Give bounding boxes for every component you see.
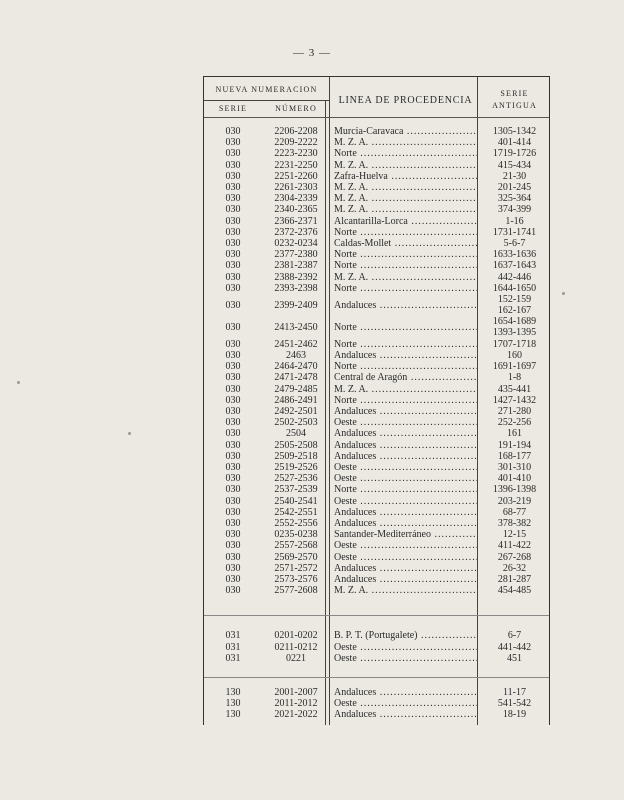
serie-antigua-cell: 6-7: [507, 630, 522, 641]
serie-antigua-cell: 1637-1643: [492, 260, 537, 272]
serie-antigua-cell: 1691-1697: [492, 361, 537, 373]
header-nueva-numeracion: NUEVA NUMERACION: [215, 85, 318, 94]
table-row: [204, 440, 549, 451]
linea-cell: Norte .....: [334, 484, 477, 495]
serie-antigua-cell: 21-30: [502, 170, 527, 182]
serie-antigua-cell: 252-256: [497, 417, 532, 429]
table-row: [204, 574, 549, 585]
linea-cell: Andaluces .....: [334, 518, 477, 529]
numero-cell: 2388-2392: [274, 271, 318, 283]
table-row: [204, 630, 549, 641]
serie-antigua-cell: 68-77: [502, 506, 527, 518]
table-row: [204, 204, 549, 215]
table-row: [204, 171, 549, 182]
numero-cell: 2569-2570: [274, 551, 318, 563]
numero-cell: 2573-2576: [274, 574, 318, 585]
paper-speck: [562, 292, 565, 295]
numero-cell: 2366-2371: [274, 215, 318, 227]
numero-cell: 2463: [286, 350, 306, 361]
table-row: [204, 709, 549, 720]
numero-cell: 2502-2503: [274, 417, 318, 429]
numero-cell: 2340-2365: [274, 204, 318, 216]
linea-cell: Oeste .....: [334, 496, 477, 507]
serie-cell: 031: [225, 653, 241, 664]
table-row: [204, 350, 549, 361]
table-row: [204, 182, 549, 193]
paper-speck: [128, 432, 131, 435]
numero-cell: 2540-2541: [274, 495, 318, 507]
numero-cell: 2571-2572: [274, 562, 318, 574]
serie-cell: 030: [225, 260, 241, 272]
linea-cell: Oeste .....: [334, 417, 477, 428]
serie-antigua-cell: 378-382: [497, 518, 532, 529]
table-row: [204, 238, 549, 249]
table-row: [204, 372, 549, 383]
serie-cell: 030: [225, 450, 241, 462]
linea-cell: Oeste .....: [334, 473, 477, 484]
table-row: [204, 193, 549, 204]
serie-cell: 030: [225, 271, 241, 283]
serie-antigua-cell: 1427-1432: [492, 394, 537, 406]
serie-cell: 030: [225, 439, 241, 451]
linea-cell: Oeste .....: [334, 552, 477, 563]
serie-antigua-cell: 411-422: [498, 540, 531, 552]
paper-speck: [17, 381, 20, 384]
serie-cell: 130: [225, 687, 241, 698]
numero-cell: 2372-2376: [274, 226, 318, 238]
numero-cell: 2505-2508: [274, 439, 318, 451]
table-row: [204, 395, 549, 406]
serie-cell: 030: [225, 350, 241, 361]
serie-cell: 030: [225, 495, 241, 507]
serie-antigua-cell: 401-410: [497, 473, 532, 485]
serie-antigua-cell: 168-177: [497, 450, 532, 462]
serie-cell: 030: [225, 238, 241, 249]
serie-cell: 030: [225, 473, 241, 485]
serie-antigua-cell-2: 162-167: [497, 305, 532, 316]
numero-cell: 0211-0212: [274, 641, 318, 653]
linea-cell: Andaluces .....: [334, 507, 477, 518]
numero-cell: 2509-2518: [274, 450, 318, 462]
table-row: [204, 249, 549, 260]
serie-cell: 030: [225, 159, 241, 171]
serie-cell: 030: [225, 282, 241, 294]
linea-cell: B. P. T. (Portugalete) .....: [334, 630, 477, 641]
numero-cell: 2504: [286, 428, 306, 440]
table-row: [204, 260, 549, 271]
table-row: [204, 316, 549, 339]
page-number: — 3 —: [293, 47, 331, 59]
table-row: [204, 272, 549, 283]
linea-cell: Oeste .....: [334, 698, 477, 709]
header-bottom-rule: [204, 117, 549, 118]
linea-cell: Andaluces .....: [334, 687, 477, 698]
numero-cell: 2471-2478: [274, 372, 318, 384]
table-row: [204, 361, 549, 372]
numero-cell: 0221: [286, 653, 306, 664]
group-separator-031: [204, 615, 549, 616]
header-numero: NÚMERO: [275, 104, 317, 113]
table-row: [204, 496, 549, 507]
table-row: [204, 585, 549, 596]
serie-antigua-cell: 1654-1689: [492, 316, 537, 328]
serie-antigua-cell: 1644-1650: [492, 282, 537, 294]
table-row: [204, 552, 549, 563]
linea-cell: Andaluces .....: [334, 440, 477, 451]
header-serie-antigua-1: SERIE: [500, 89, 529, 98]
serie-antigua-cell: 451: [507, 653, 522, 664]
numero-cell: 2223-2230: [274, 148, 318, 160]
linea-cell: Santander-Mediterráneo .....: [334, 529, 477, 540]
numero-cell: 2479-2485: [274, 383, 318, 395]
serie-antigua-cell: 152-159: [497, 294, 532, 305]
linea-cell: Oeste .....: [334, 653, 477, 664]
serie-cell: 030: [225, 372, 241, 384]
serie-antigua-cell: 325-364: [497, 193, 532, 205]
numero-cell: 2021-2022: [274, 709, 318, 720]
serie-cell: 030: [225, 182, 241, 193]
linea-cell: M. Z. A. .....: [334, 204, 477, 215]
table-row: [204, 484, 549, 495]
table-row: [204, 653, 549, 664]
serie-antigua-cell: 201-245: [497, 182, 532, 193]
serie-antigua-cell: 271-280: [497, 406, 532, 417]
serie-antigua-cell: 435-441: [497, 383, 532, 395]
linea-cell: Norte .....: [334, 249, 477, 260]
linea-cell: Andaluces .....: [334, 709, 477, 720]
numero-cell: 2537-2539: [274, 484, 318, 496]
table-row: [204, 417, 549, 428]
linea-cell: Andaluces .....: [334, 451, 477, 462]
linea-cell: M. Z. A. .....: [334, 160, 477, 171]
linea-cell: Zafra-Huelva .....: [334, 171, 477, 182]
linea-cell: Norte .....: [334, 361, 477, 372]
table-row: [204, 216, 549, 227]
serie-antigua-cell: 1707-1718: [492, 338, 537, 350]
linea-cell: Norte .....: [334, 339, 477, 350]
numero-cell: 2451-2462: [274, 338, 318, 350]
serie-antigua-cell: 1396-1398: [492, 484, 537, 496]
serie-cell: 130: [225, 698, 241, 709]
table-row: [204, 518, 549, 529]
serie-cell: 030: [225, 170, 241, 182]
linea-cell: Andaluces .....: [334, 406, 477, 417]
linea-cell: M. Z. A. .....: [334, 193, 477, 204]
serie-antigua-cell: 160: [507, 350, 522, 361]
serie-cell: 030: [225, 215, 241, 227]
table-row: [204, 563, 549, 574]
serie-cell: 030: [225, 249, 241, 261]
serie-cell: 030: [225, 484, 241, 496]
table-row: [204, 294, 549, 316]
numero-cell: 2011-2012: [274, 698, 318, 709]
serie-cell: 030: [225, 300, 241, 311]
serie-cell: 030: [225, 394, 241, 406]
serie-cell: 030: [225, 204, 241, 216]
table-row: [204, 160, 549, 171]
table-row: [204, 529, 549, 540]
header-serie-antigua-2: ANTIGUA: [492, 101, 537, 110]
serie-antigua-cell: 401-414: [497, 137, 532, 149]
linea-cell: M. Z. A. .....: [334, 384, 477, 395]
numero-cell: 2552-2556: [274, 518, 318, 529]
serie-antigua-cell: 267-268: [497, 551, 532, 563]
numero-cell: 2381-2387: [274, 260, 318, 272]
linea-cell: M. Z. A. .....: [334, 585, 477, 596]
table-row: [204, 137, 549, 148]
serie-antigua-cell: 1719-1726: [492, 148, 537, 160]
linea-cell: Central de Aragón .....: [334, 372, 477, 383]
serie-antigua-cell: 1-16: [505, 215, 524, 227]
header-linea-procedencia: LINEA DE PROCEDENCIA: [338, 95, 473, 106]
numero-cell: 2464-2470: [274, 361, 318, 373]
serie-cell: 031: [225, 630, 241, 641]
linea-cell: Norte .....: [334, 283, 477, 294]
numero-cell: 0232-0234: [274, 238, 318, 249]
serie-cell: 030: [225, 540, 241, 552]
serie-antigua-cell: 281-287: [497, 574, 532, 585]
serie-cell: 030: [225, 383, 241, 395]
numero-cell: 2542-2551: [274, 506, 318, 518]
numero-cell: 2231-2250: [274, 159, 318, 171]
serie-antigua-cell: 441-442: [497, 641, 532, 653]
serie-antigua-cell: 1731-1741: [492, 226, 537, 238]
linea-cell: Norte .....: [334, 395, 477, 406]
linea-cell: Andaluces .....: [334, 428, 477, 439]
serie-antigua-cell: 203-219: [497, 495, 532, 507]
linea-cell: Norte .....: [334, 260, 477, 271]
serie-antigua-cell: 1-8: [507, 372, 522, 384]
linea-cell: M. Z. A. .....: [334, 137, 477, 148]
table-row: [204, 126, 549, 137]
serie-antigua-cell: 18-19: [502, 709, 527, 720]
linea-cell: Norte .....: [334, 322, 477, 333]
table-row: [204, 642, 549, 653]
serie-cell: 031: [225, 641, 241, 653]
serie-antigua-cell: 191-194: [497, 439, 532, 451]
table-row: [204, 406, 549, 417]
linea-cell: Oeste .....: [334, 540, 477, 551]
serie-cell: 030: [225, 585, 241, 597]
serie-cell: 030: [225, 137, 241, 149]
table-row: [204, 462, 549, 473]
table-row: [204, 283, 549, 294]
numero-cell: 2251-2260: [274, 170, 318, 182]
linea-cell: Murcia-Caravaca .....: [334, 126, 477, 137]
serie-antigua-cell: 374-399: [497, 204, 532, 216]
serie-cell: 030: [225, 417, 241, 429]
numero-cell: 0235-0238: [274, 529, 318, 541]
table-row: [204, 339, 549, 350]
serie-antigua-cell: 442-446: [497, 271, 532, 283]
linea-cell: Caldas-Mollet .....: [334, 238, 477, 249]
table-row: [204, 507, 549, 518]
serie-cell: 030: [225, 551, 241, 563]
table-row: [204, 428, 549, 439]
numero-cell: 2304-2339: [274, 193, 318, 205]
serie-cell: 030: [225, 338, 241, 350]
serie-antigua-cell: 26-32: [502, 562, 527, 574]
numero-cell: 2413-2450: [274, 322, 318, 334]
numero-cell: 2261-2303: [274, 182, 318, 193]
serie-cell: 030: [225, 462, 241, 473]
linea-cell: Oeste .....: [334, 642, 477, 653]
linea-cell: Andaluces .....: [334, 350, 477, 361]
serie-antigua-cell: 415-434: [497, 159, 532, 171]
serie-cell: 030: [225, 126, 241, 137]
serie-cell: 130: [225, 709, 241, 720]
numero-cell: 2393-2398: [274, 282, 318, 294]
serie-antigua-cell: 1305-1342: [492, 126, 537, 137]
linea-cell: Norte .....: [334, 227, 477, 238]
serie-antigua-cell: 161: [507, 428, 522, 440]
numero-cell: 2206-2208: [274, 126, 318, 137]
serie-cell: 030: [225, 428, 241, 440]
numero-cell: 2557-2568: [274, 540, 318, 552]
numero-cell: 2377-2380: [274, 249, 318, 261]
table-row: [204, 227, 549, 238]
numero-cell: 2399-2409: [274, 300, 318, 311]
serie-antigua-cell-2: 1393-1395: [492, 327, 537, 339]
serie-cell: 030: [225, 148, 241, 160]
table-row: [204, 473, 549, 484]
serie-cell: 030: [225, 518, 241, 529]
numero-cell: 2001-2007: [274, 687, 318, 698]
table-row: [204, 451, 549, 462]
header-subdivider: [204, 100, 329, 101]
numero-cell: 2492-2501: [274, 406, 318, 417]
table-row: [204, 698, 549, 709]
linea-cell: Alcantarilla-Lorca .....: [334, 216, 477, 227]
serie-antigua-cell: 301-310: [497, 462, 532, 473]
linea-cell: Andaluces .....: [334, 563, 477, 574]
numero-cell: 2577-2608: [274, 585, 318, 597]
serie-antigua-cell: 454-485: [497, 585, 532, 597]
group-separator-130: [204, 677, 549, 678]
linea-cell: Andaluces .....: [334, 300, 477, 311]
numero-cell: 2527-2536: [274, 473, 318, 485]
serie-antigua-cell: 12-15: [502, 529, 527, 541]
table-row: [204, 540, 549, 551]
linea-cell: Andaluces .....: [334, 574, 477, 585]
serie-antigua-cell: 5-6-7: [503, 238, 526, 249]
serie-antigua-cell: 1633-1636: [492, 249, 537, 261]
serie-cell: 030: [225, 322, 241, 334]
header-serie: SERIE: [218, 104, 248, 113]
numero-cell: 2519-2526: [274, 462, 318, 473]
serie-antigua-cell: 11-17: [503, 687, 526, 698]
table-row: [204, 687, 549, 698]
serie-cell: 030: [225, 226, 241, 238]
linea-cell: M. Z. A. .....: [334, 182, 477, 193]
table-row: [204, 148, 549, 159]
linea-cell: M. Z. A. .....: [334, 272, 477, 283]
linea-cell: Oeste .....: [334, 462, 477, 473]
numero-cell: 2486-2491: [274, 394, 318, 406]
serie-cell: 030: [225, 406, 241, 417]
serie-antigua-cell: 541-542: [497, 698, 532, 709]
serie-cell: 030: [225, 193, 241, 205]
serie-cell: 030: [225, 361, 241, 373]
linea-cell: Norte .....: [334, 148, 477, 159]
renumbering-table: [203, 76, 550, 725]
serie-cell: 030: [225, 529, 241, 541]
serie-cell: 030: [225, 562, 241, 574]
numero-cell: 2209-2222: [274, 137, 318, 149]
numero-cell: 0201-0202: [274, 630, 318, 641]
serie-cell: 030: [225, 506, 241, 518]
serie-cell: 030: [225, 574, 241, 585]
table-row: [204, 384, 549, 395]
